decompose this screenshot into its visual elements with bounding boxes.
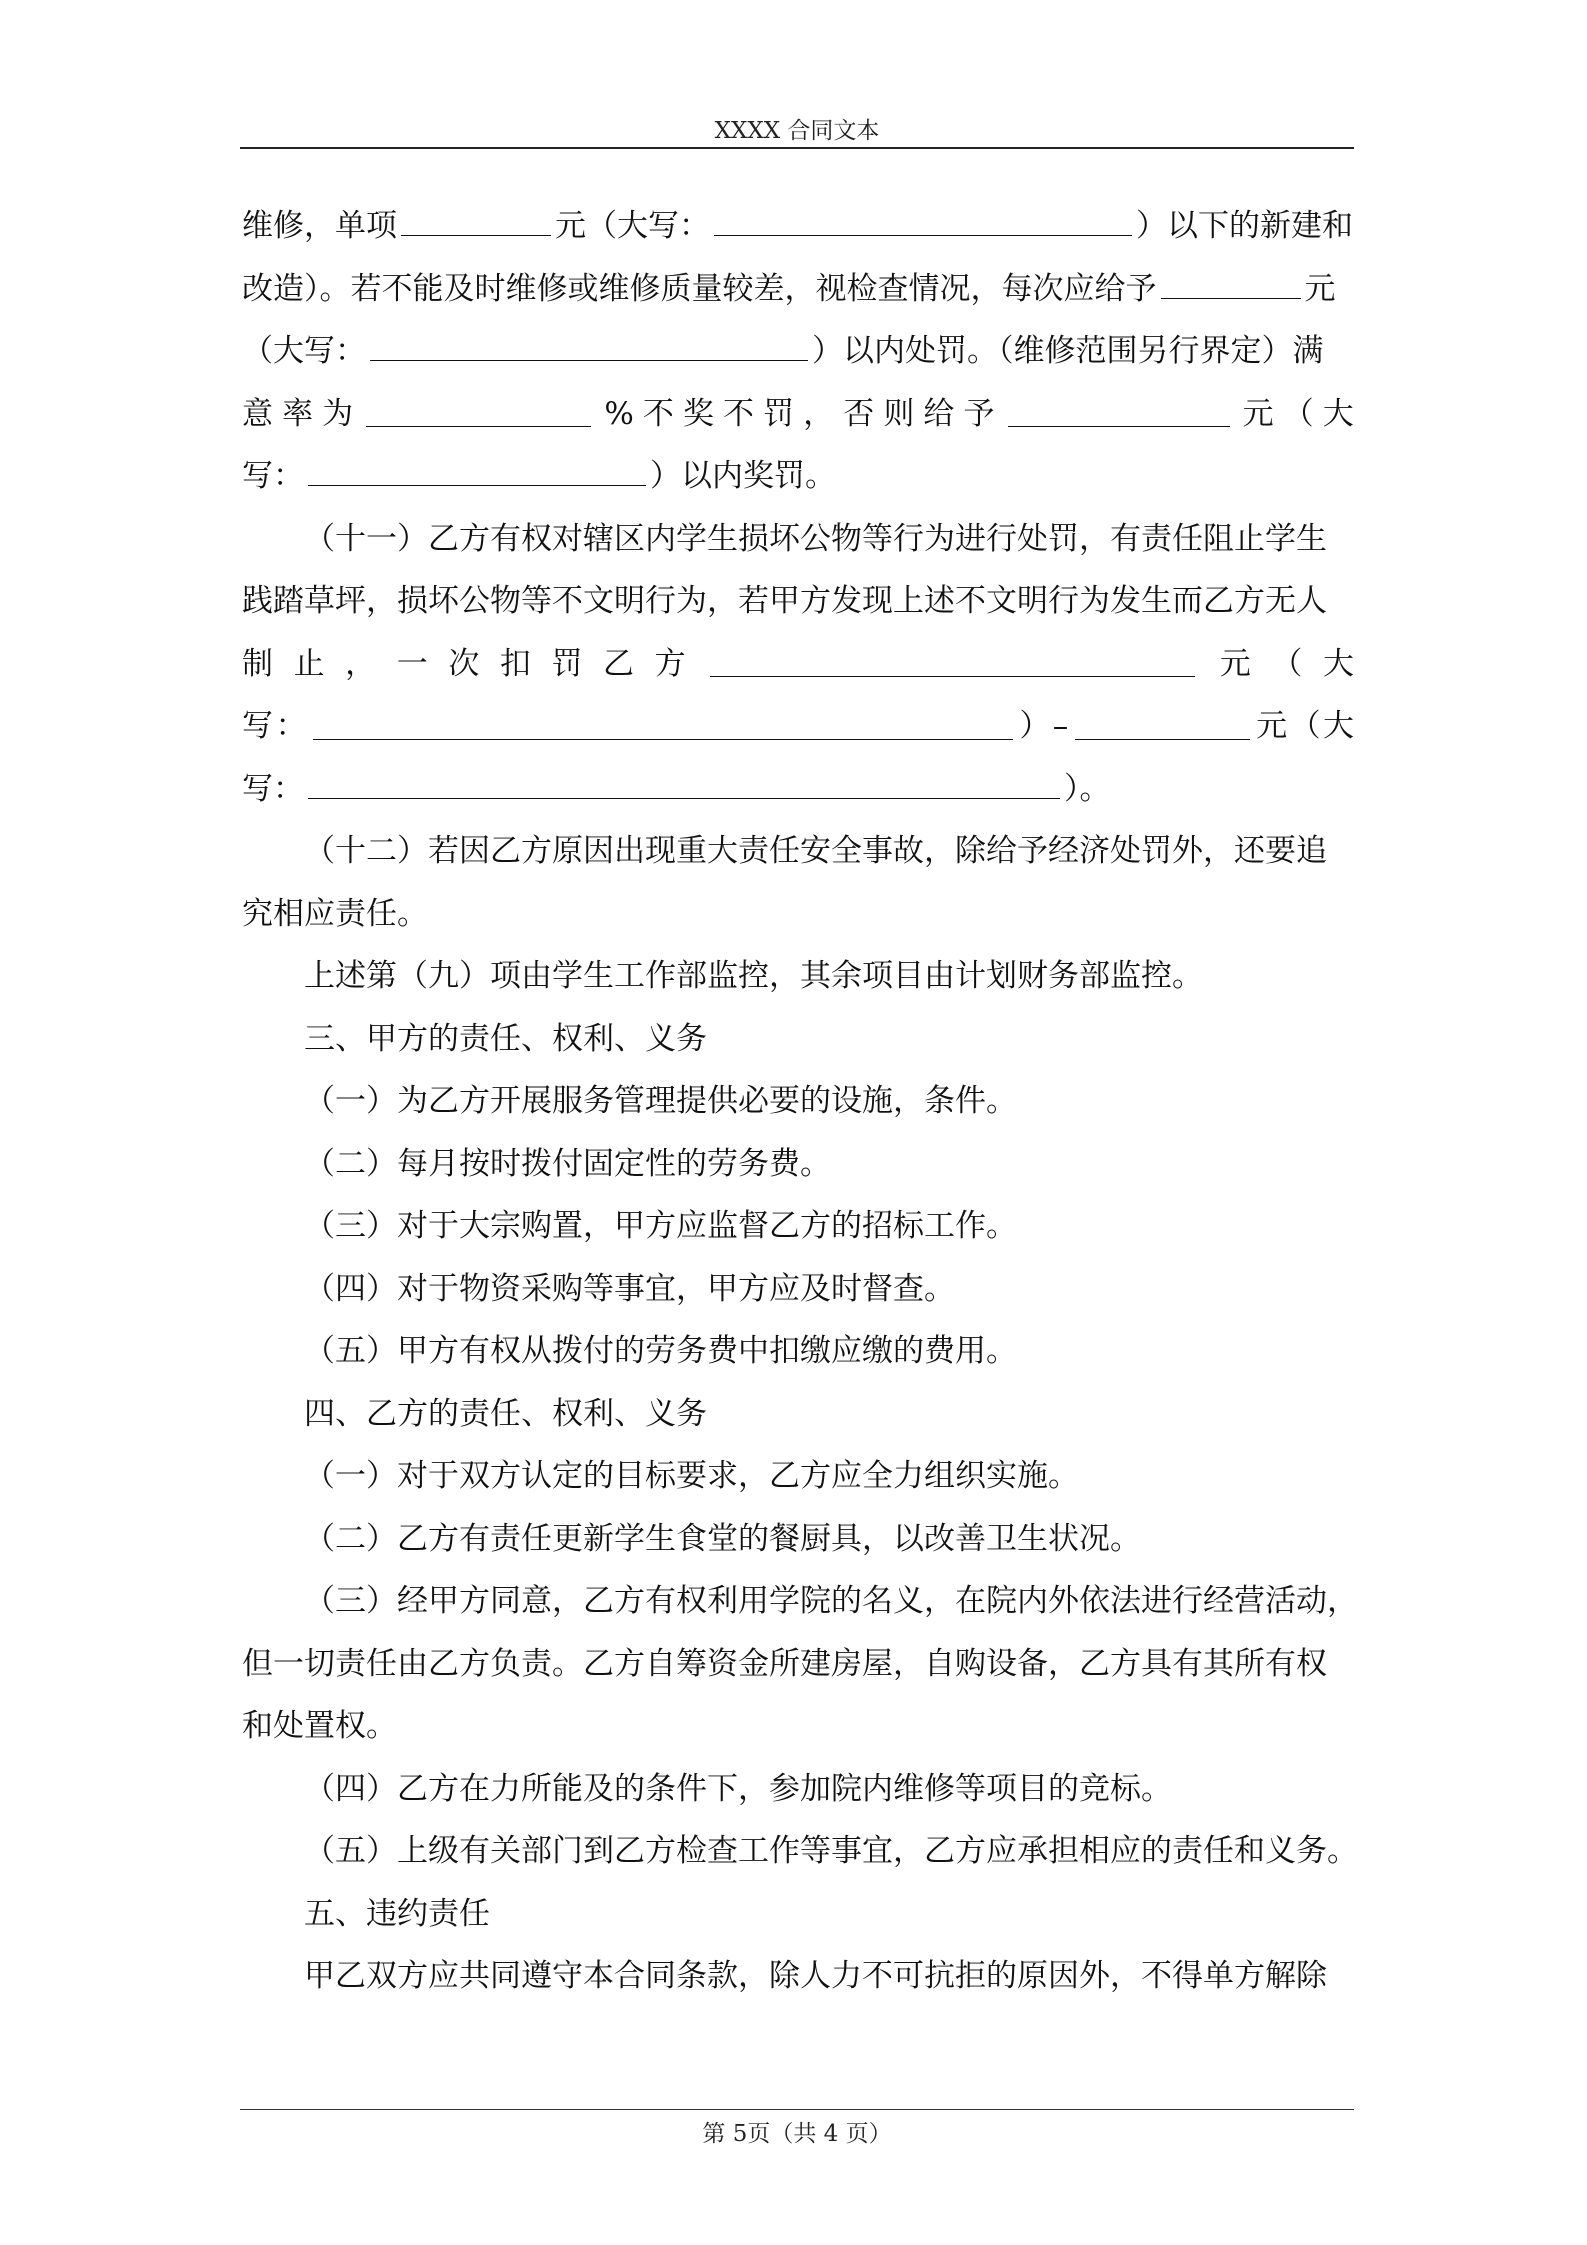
- text-char: 元: [1256, 708, 1288, 744]
- text-fragment: 但一切责任由乙方负责。乙方自筹资金所建房屋，自购设备，乙方具有其所有权: [242, 1645, 1327, 1682]
- text-char: 予: [963, 395, 995, 432]
- text-line-5: [242, 445, 1354, 508]
- fill-blank-amount[interactable]: [401, 209, 551, 236]
- text-fragment: 三、甲方的责任、权利、义务: [304, 1020, 707, 1057]
- fill-blank-amount[interactable]: [1008, 400, 1230, 427]
- text-fragment: 究相应责任。: [242, 895, 428, 932]
- text-line-8: [242, 633, 1354, 696]
- text-char: 大: [1322, 395, 1354, 432]
- page-footer: 第 5页（共 4 页）: [702, 2121, 892, 2147]
- fill-blank-amount[interactable]: [710, 650, 1195, 677]
- text-line-22: [242, 1508, 1354, 1571]
- text-char: 写: [242, 708, 273, 744]
- text-char: 否: [843, 395, 875, 432]
- text-fragment: （四）对于物资采购等事宜，甲方应及时督查。: [304, 1270, 955, 1307]
- text-line-25: [242, 1695, 1354, 1758]
- text-char: 大: [1322, 645, 1354, 682]
- text-char: 给: [923, 395, 955, 432]
- text-line-2: [242, 258, 1354, 321]
- text-fragment: （二）乙方有责任更新学生食堂的餐厨具，以改善卫生状况。: [304, 1520, 1141, 1557]
- text-line-1: [242, 195, 1354, 258]
- text-fragment: ）以下的新建和: [1136, 208, 1353, 244]
- text-fragment: （五）甲方有权从拨付的劳务费中扣缴应缴的费用。: [304, 1333, 1017, 1369]
- text-char: 不: [642, 395, 674, 432]
- fill-blank-rate[interactable]: [366, 400, 591, 427]
- section-heading-4: [242, 1383, 1354, 1446]
- text-char: 方: [654, 645, 686, 682]
- text-fragment: （一）为乙方开展服务管理提供必要的设施，条件。: [304, 1083, 1017, 1119]
- text-line-17: [242, 1195, 1354, 1258]
- text-char: 奖: [682, 395, 714, 432]
- text-char: 为: [322, 395, 354, 432]
- contract-body: [242, 195, 1358, 2008]
- text-char: 罚: [763, 395, 795, 432]
- text-char: 则: [883, 395, 915, 432]
- text-fragment: 四、乙方的责任、权利、义务: [304, 1395, 707, 1432]
- footer-divider: [240, 2109, 1354, 2110]
- text-fragment: 甲乙双方应共同遵守本合同条款，除人力不可抗拒的原因外，不得单方解除: [304, 1958, 1327, 1994]
- text-line-3: [242, 320, 1354, 383]
- text-char: 一: [396, 645, 428, 682]
- text-char: 制: [242, 645, 273, 682]
- text-char: （: [1289, 708, 1321, 744]
- text-char: 元: [1219, 645, 1251, 682]
- text-line-10: [242, 758, 1354, 821]
- text-fragment: 改造）。若不能及时维修或维修质量较差，视检查情况，每次应给予: [242, 270, 1157, 307]
- text-fragment: （五）上级有关部门到乙方检查工作等事宜，乙方应承担相应的责任和义务。: [304, 1833, 1358, 1869]
- text-char: ：: [275, 708, 307, 744]
- header-divider: [240, 147, 1354, 149]
- text-line-11: [242, 820, 1354, 883]
- text-char: 罚: [551, 645, 583, 682]
- fill-blank-uppercase[interactable]: [714, 209, 1132, 236]
- fill-blank-uppercase[interactable]: [308, 459, 646, 486]
- text-line-19: [242, 1320, 1354, 1383]
- fill-blank-uppercase[interactable]: [313, 713, 1013, 740]
- text-line-6: [242, 508, 1354, 571]
- text-char: 率: [282, 395, 314, 432]
- text-line-27: [242, 1820, 1358, 1883]
- text-fragment: 写：: [242, 458, 304, 494]
- text-line-12: [242, 883, 1354, 946]
- text-line-18: [242, 1258, 1354, 1321]
- text-line-26: [242, 1758, 1354, 1821]
- text-line-9: [242, 695, 1354, 758]
- text-line-4: [242, 383, 1354, 446]
- section-heading-5: [242, 1883, 1354, 1946]
- text-char: （: [1282, 395, 1314, 432]
- text-char: 元: [1242, 395, 1274, 432]
- text-fragment: （十一）乙方有权对辖区内学生损坏公物等行为进行处罚，有责任阻止学生: [304, 520, 1327, 557]
- text-fragment: （十二）若因乙方原因出现重大责任安全事故，除给予经济处罚外，还要追: [304, 833, 1327, 869]
- text-fragment: （一）对于双方认定的目标要求，乙方应全力组织实施。: [304, 1458, 1079, 1494]
- text-char: 意: [242, 395, 273, 432]
- text-fragment: 写：: [242, 770, 304, 807]
- text-fragment: 元（大写：: [555, 208, 710, 244]
- text-char: ，: [345, 645, 377, 682]
- text-fragment: 上述第（九）项由学生工作部监控，其余项目由计划财务部监控。: [304, 958, 1203, 994]
- text-char: （: [1271, 645, 1303, 682]
- text-line-13: [242, 945, 1354, 1008]
- text-fragment: （三）经甲方同意，乙方有权利用学院的名义，在院内外依法进行经营活动，: [304, 1583, 1358, 1619]
- text-fragment: ）以内奖罚。: [650, 458, 836, 494]
- fill-blank-amount[interactable]: [1075, 713, 1250, 740]
- text-char: %: [604, 395, 634, 432]
- text-fragment: （大写：: [242, 333, 366, 369]
- text-char: 大: [1323, 708, 1354, 744]
- fill-blank-amount[interactable]: [1161, 272, 1301, 299]
- text-line-15: [242, 1070, 1354, 1133]
- section-heading-3: [242, 1008, 1354, 1071]
- text-char: –: [1052, 708, 1069, 744]
- text-char: 乙: [603, 645, 635, 682]
- text-char: 不: [723, 395, 755, 432]
- text-fragment: （二）每月按时拨付固定性的劳务费。: [304, 1145, 831, 1182]
- text-fragment: 元: [1304, 270, 1336, 307]
- text-char: ，: [803, 395, 835, 432]
- text-fragment: ）。: [1064, 770, 1111, 807]
- text-char: 次: [448, 645, 480, 682]
- page-header: XXXX 合同文本: [714, 118, 880, 144]
- text-line-16: [242, 1133, 1354, 1196]
- text-line-21: [242, 1445, 1354, 1508]
- text-char: 扣: [499, 645, 531, 682]
- text-char: 止: [293, 645, 325, 682]
- text-fragment: 和处置权。: [242, 1708, 397, 1744]
- text-line-29: [242, 1945, 1354, 2008]
- text-fragment: ）以内处罚。（维修范围另行界定）满: [812, 333, 1324, 369]
- fill-blank-uppercase[interactable]: [370, 334, 808, 361]
- text-fragment: 五、违约责任: [304, 1895, 490, 1932]
- text-fragment: 践踏草坪，损坏公物等不文明行为，若甲方发现上述不文明行为发生而乙方无人: [242, 583, 1327, 619]
- text-line-23: [242, 1570, 1358, 1633]
- text-fragment: （四）乙方在力所能及的条件下，参加院内维修等项目的竞标。: [304, 1770, 1172, 1807]
- fill-blank-uppercase[interactable]: [308, 772, 1060, 799]
- text-char: ）: [1019, 708, 1051, 744]
- text-line-7: [242, 570, 1354, 633]
- text-fragment: （三）对于大宗购置，甲方应监督乙方的招标工作。: [304, 1208, 1017, 1244]
- text-fragment: 维修，单项: [242, 208, 397, 244]
- text-line-24: [242, 1633, 1354, 1696]
